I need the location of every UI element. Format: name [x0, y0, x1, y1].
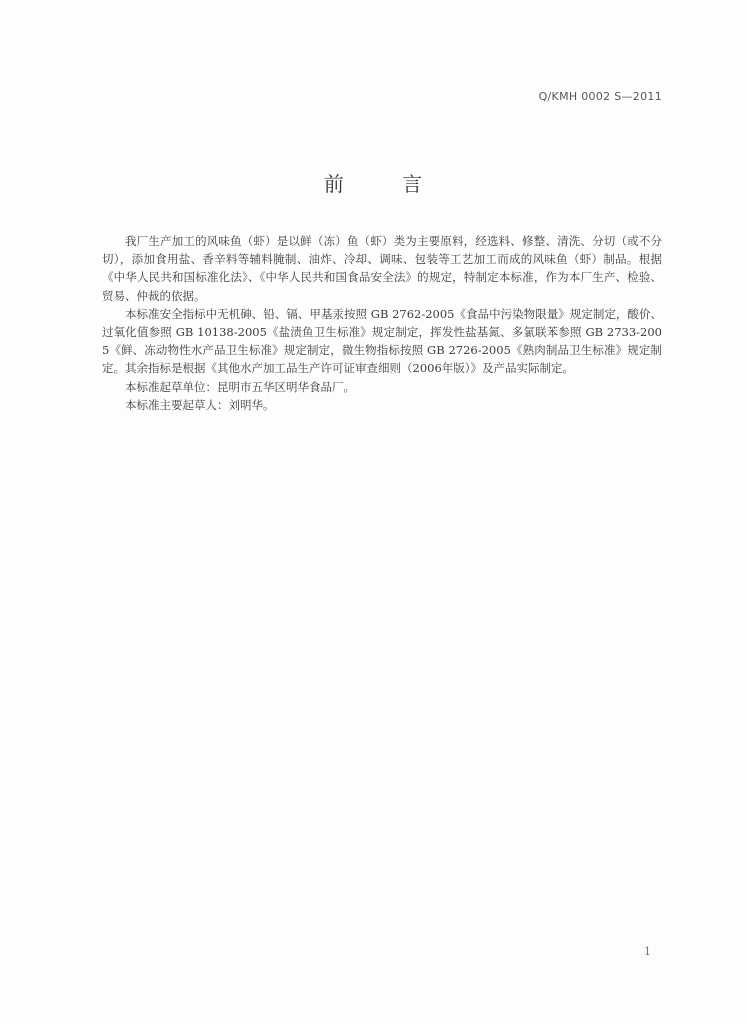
foreword-body [102, 232, 662, 414]
page-title: 前 言 [323, 172, 449, 196]
paragraph-drafter: 本标准主要起草人：刘明华。 [125, 397, 275, 412]
page-number: 1 [644, 945, 651, 958]
paragraph-drafting-unit: 本标准起草单位：昆明市五华区明华食品厂。 [125, 379, 355, 394]
paragraph-intro: 我厂生产加工的风味鱼（虾）是以鲜（冻）鱼（虾）类为主要原料，经选料、修整、清洗、分切（或不分切），添加食用盐、香辛料等辅料腌制、油炸、冷却、调味、包装等工艺加工而成的风味鱼（虾）制品。根据《中华人民共和国标准化法》、《中华人民共和国食品安全法》的规定，特制定本标准，作为本厂生产、检验、贸易、仲裁的依据。 [102, 234, 662, 303]
standard-code: Q/KMH 0002 S—2011 [538, 90, 662, 103]
paragraph-safety-indicators: 本标准安全指标中无机砷、铅、镉、甲基汞按照 GB 2762-2005《食品中污染物限量》规定制定，酸价、过氧化值参照 GB 10138-2005《盐渍鱼卫生标准》规定制定，挥发性盐基氮、多氯联苯参照 GB 2733-2005《鲜、冻动物性水产品卫生标准》规定制定，微生物指标按照 GB 2726-2005《熟肉制品卫生标准》规定制定。其余指标是根据《其他水产加工品生产许可证审查细则（2006年版）》及产品实际制定。 [102, 306, 662, 376]
